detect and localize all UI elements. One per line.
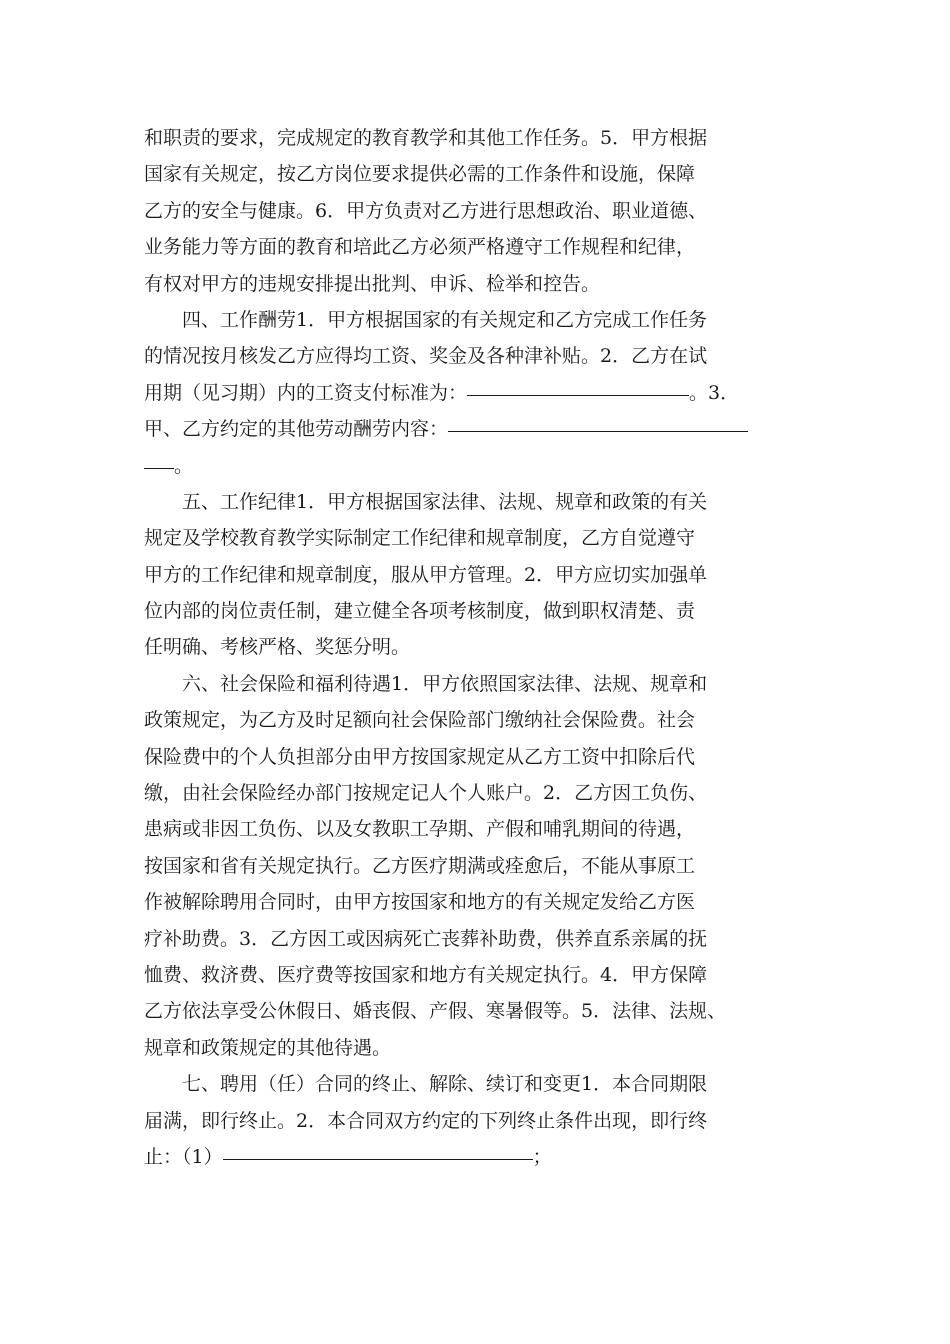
paragraph-duties-continuation (144, 120, 824, 302)
text-line: 保险费中的个人负担部分由甲方按国家规定从乙方工资中扣除后代 (144, 745, 696, 768)
text-line: 业务能力等方面的教育和培此乙方必须严格遵守工作规程和纪律， (144, 236, 696, 259)
text-line: 位内部的岗位责任制，建立健全各项考核制度，做到职权清楚、责 (144, 600, 696, 623)
text-segment: 。 (174, 454, 194, 477)
fill-in-blank-other-remuneration-continued[interactable] (144, 467, 174, 469)
text-line-with-blank (144, 448, 824, 484)
paragraph-section-6-insurance-welfare (144, 666, 824, 1066)
text-line: 恤费、救济费、医疗费等按国家和地方有关规定执行。4．甲方保障 (144, 963, 708, 986)
paragraph-section-5-discipline (144, 484, 824, 666)
text-line: 届满，即行终止。2．本合同双方约定的下列终止条件出现，即行终 (144, 1109, 708, 1132)
text-line: 和职责的要求，完成规定的教育教学和其他工作任务。5．甲方根据 (144, 127, 708, 149)
paragraph-section-4-remuneration (144, 302, 824, 484)
section-heading-line: 六、社会保险和福利待遇1．甲方依照国家法律、法规、规章和 (182, 672, 708, 695)
text-line-with-blank (144, 375, 824, 411)
text-line: 乙方依法享受公休假日、婚丧假、产假、寒暑假等。5．法律、法规、 (144, 1000, 727, 1023)
text-segment: 。3． (689, 381, 740, 404)
section-heading-line: 五、工作纪律1．甲方根据国家法律、法规、规章和政策的有关 (182, 490, 708, 513)
fill-in-blank-other-remuneration[interactable] (448, 430, 748, 432)
text-segment: ； (532, 1145, 552, 1168)
text-line: 缴，由社会保险经办部门按规定记人个人账户。2．乙方因工负伤、 (144, 782, 708, 805)
text-segment: 用期（见习期）内的工资支付标准为： (144, 381, 468, 404)
section-heading-line: 七、聘用（任）合同的终止、解除、续订和变更1．本合同期限 (182, 1073, 708, 1096)
text-line: 乙方的安全与健康。6．甲方负责对乙方进行思想政治、职业道德、 (144, 199, 708, 222)
fill-in-blank-termination-condition-1[interactable] (223, 1158, 533, 1160)
text-line: 规章和政策规定的其他待遇。 (144, 1036, 392, 1059)
text-line: 患病或非因工负伤、以及女教职工孕期、产假和哺乳期间的待遇， (144, 818, 696, 841)
text-line: 的情况按月核发乙方应得均工资、奖金及各种津补贴。2．乙方在试 (144, 345, 708, 368)
text-line: 规定及学校教育教学实际制定工作纪律和规章制度，乙方自觉遵守 (144, 527, 696, 550)
text-line: 国家有关规定，按乙方岗位要求提供必需的工作条件和设施，保障 (144, 163, 696, 186)
paragraph-section-7-termination (144, 1066, 824, 1175)
text-segment: 止：（1） (144, 1145, 223, 1168)
text-line: 疗补助费。3．乙方因工或因病死亡丧葬补助费，供养直系亲属的抚 (144, 927, 708, 950)
text-line: 作被解除聘用合同时，由甲方按国家和地方的有关规定发给乙方医 (144, 891, 696, 914)
text-segment: 甲、乙方约定的其他劳动酬劳内容： (144, 418, 449, 441)
fill-in-blank-probation-salary[interactable] (467, 394, 689, 396)
text-line: 有权对甲方的违规安排提出批判、申诉、检举和控告。 (144, 272, 601, 295)
text-line-with-blank (144, 411, 824, 447)
text-line: 甲方的工作纪律和规章制度，服从甲方管理。2．甲方应切实加强单 (144, 563, 708, 586)
text-line: 按国家和省有关规定执行。乙方医疗期满或痊愈后，不能从事原工 (144, 854, 696, 877)
text-line: 政策规定，为乙方及时足额向社会保险部门缴纳社会保险费。社会 (144, 709, 696, 732)
text-line: 任明确、考核严格、奖惩分明。 (144, 636, 411, 659)
text-line-with-blank (144, 1139, 824, 1175)
document-body (144, 120, 824, 1175)
section-heading-line: 四、工作酬劳1．甲方根据国家的有关规定和乙方完成工作任务 (182, 308, 708, 331)
